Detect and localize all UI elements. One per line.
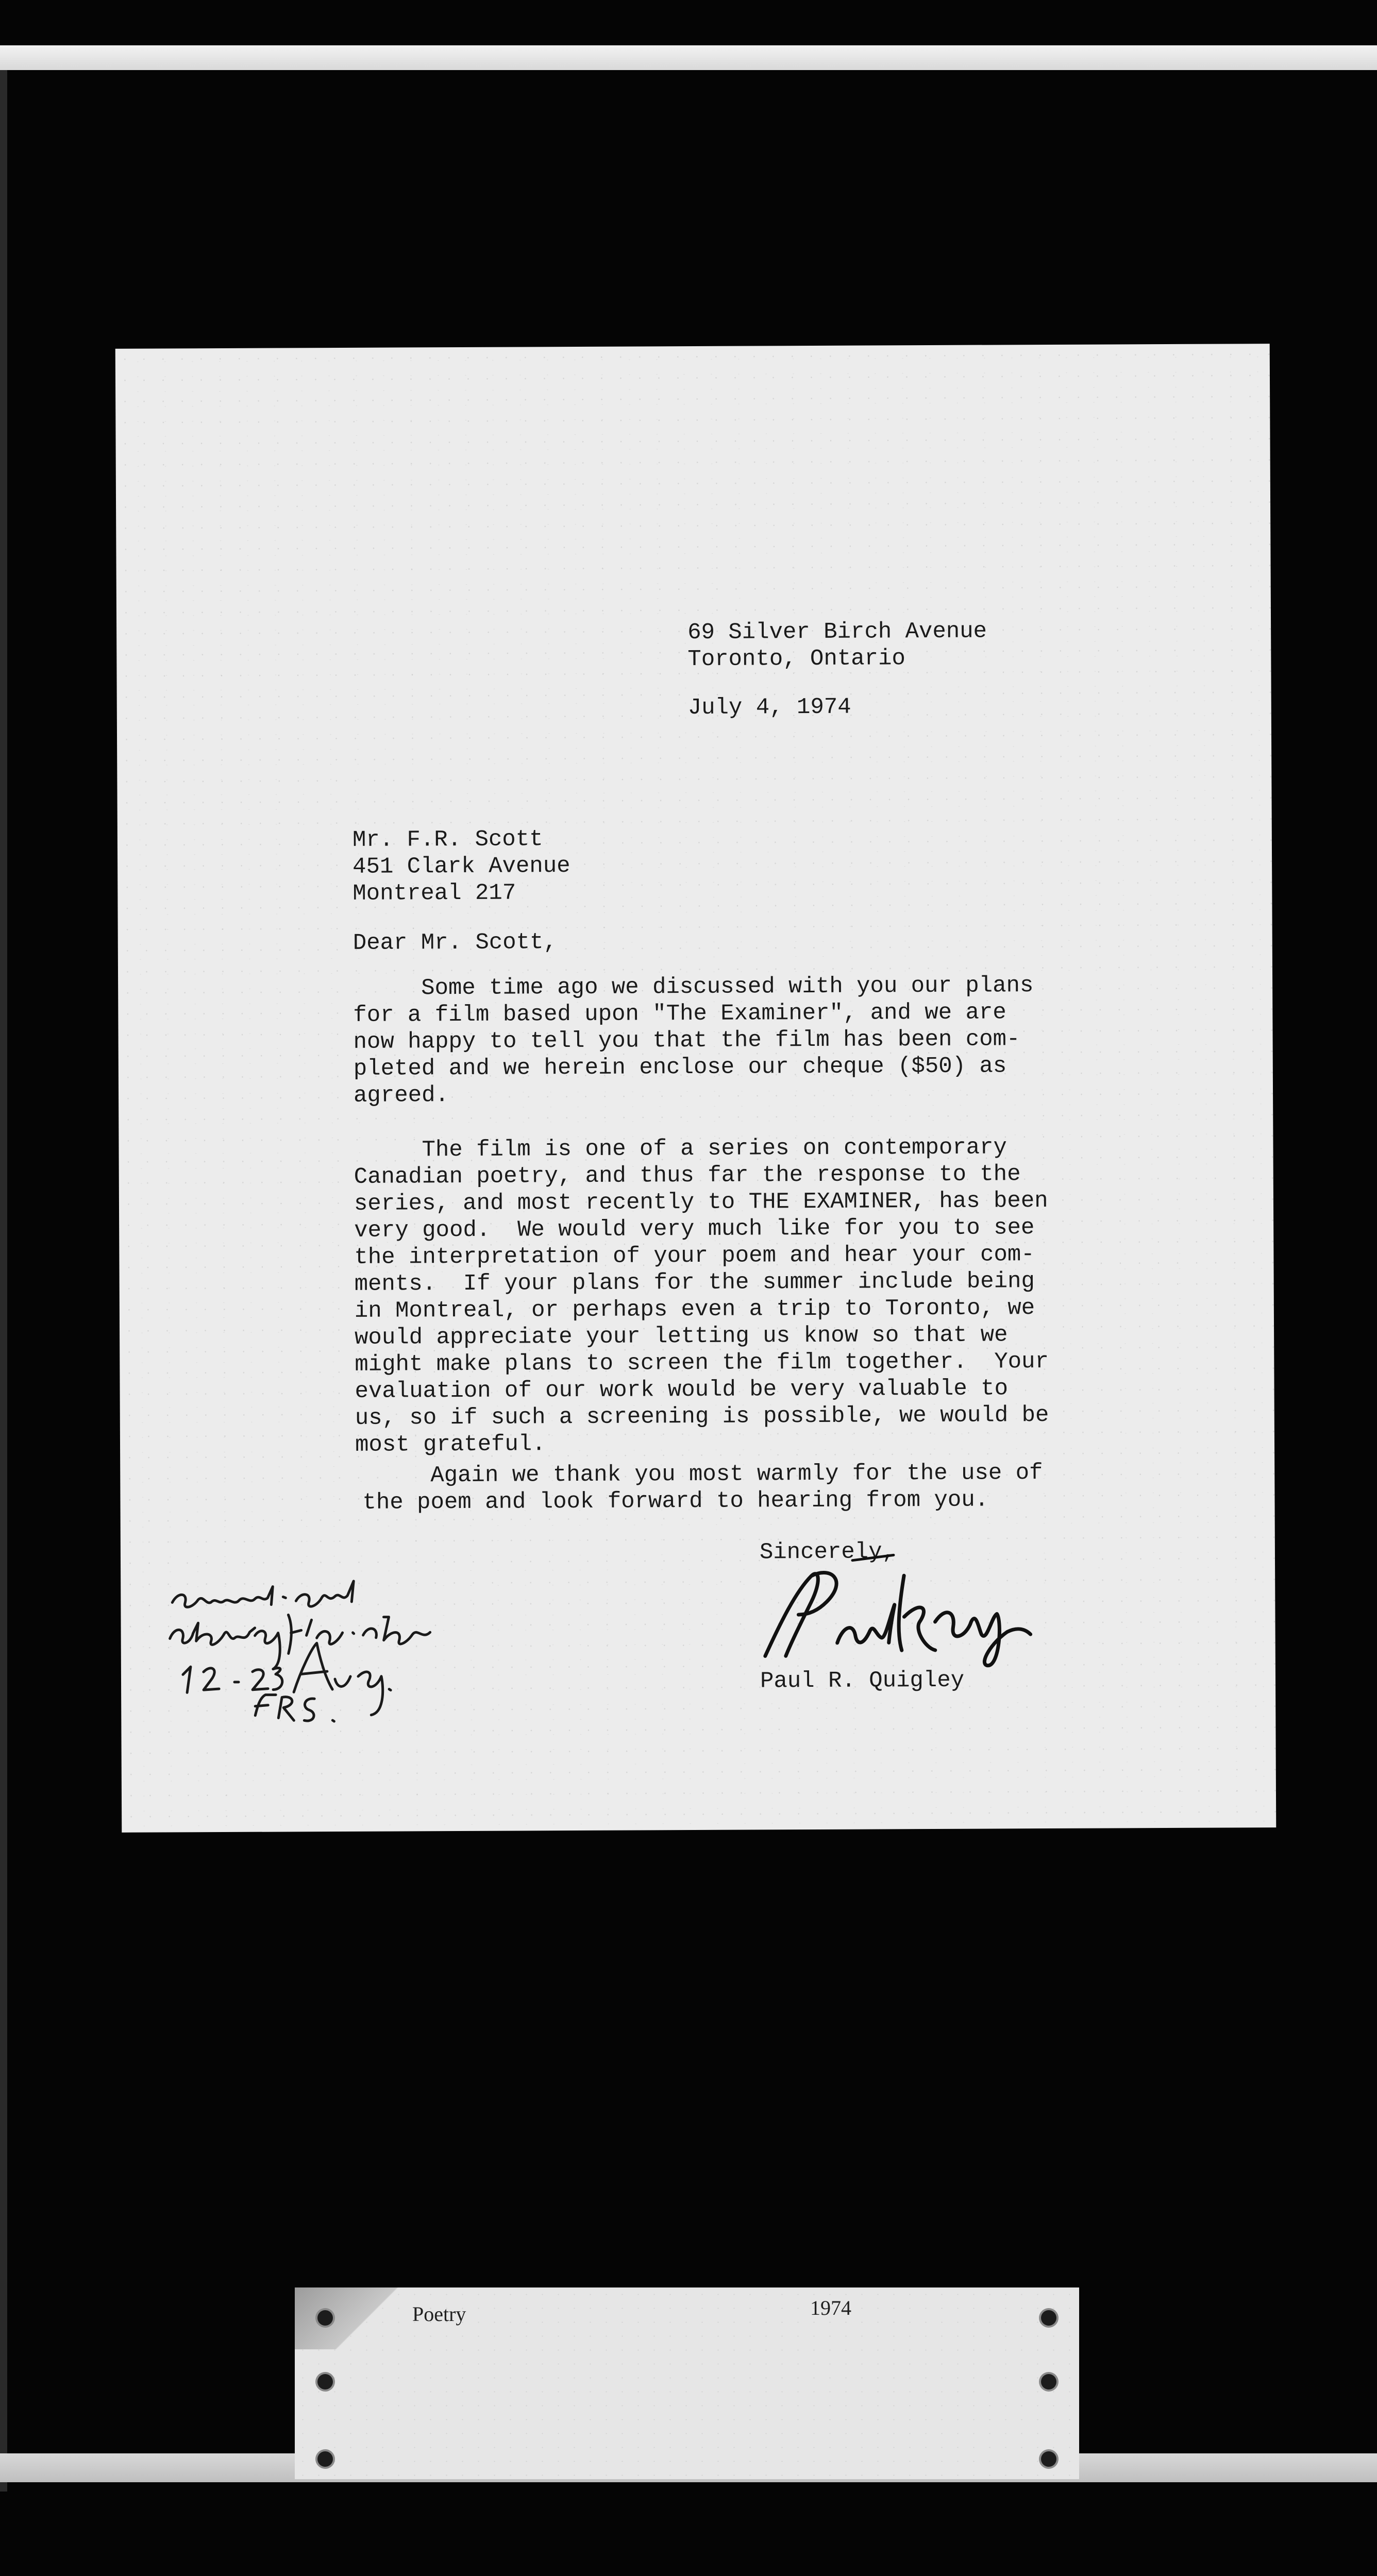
card-corner-fold: [295, 2287, 403, 2349]
sender-city: Toronto, Ontario: [687, 646, 905, 673]
paragraph-3: [362, 1460, 1043, 1516]
paragraph-line: might make plans to screen the film together. Your: [355, 1349, 1049, 1378]
paragraph-line: Canadian poetry, and thus far the response to the: [354, 1161, 1021, 1190]
punch-hole: [317, 2374, 333, 2389]
recipient-street: 451 Clark Avenue: [352, 853, 570, 880]
card-subject: Poetry: [412, 2302, 466, 2326]
signer-name: Paul R. Quigley: [760, 1667, 965, 1694]
paragraph-line: most grateful.: [355, 1431, 546, 1458]
paragraph-line: now happy to tell you that the film has been com-: [353, 1026, 1020, 1055]
closing: Sincerely,: [759, 1539, 896, 1566]
paragraph-line: ments. If your plans for the summer include being: [354, 1268, 1035, 1297]
archive-label-card: [295, 2287, 1079, 2479]
punch-hole: [1041, 2310, 1056, 2326]
paragraph-line: very good. We would very much like for you to see: [354, 1215, 1035, 1244]
recipient-address: [352, 826, 570, 907]
paragraph-line: agreed.: [353, 1082, 449, 1109]
sender-street: 69 Silver Birch Avenue: [687, 618, 987, 646]
recipient-city: Montreal 217: [352, 880, 516, 907]
signature-image: [749, 1544, 1038, 1674]
paragraph-line: evaluation of our work would be very valuable to: [355, 1376, 1009, 1404]
paragraph-line: series, and most recently to THE EXAMINER, has been: [354, 1188, 1048, 1217]
paragraph-line: would appreciate your letting us know so that we: [355, 1322, 1008, 1351]
film-left-edge: [0, 70, 7, 2492]
paragraph-line: the poem and look forward to hearing from you.: [362, 1487, 989, 1516]
handwritten-note: [162, 1565, 451, 1731]
paragraph-line: the interpretation of your poem and hear your com-: [354, 1242, 1035, 1270]
punch-hole: [1041, 2451, 1056, 2467]
paragraph-line: pleted and we herein enclose our cheque ($50) as: [353, 1053, 1007, 1082]
handwritten-note-image: [162, 1565, 451, 1731]
salutation: Dear Mr. Scott,: [352, 929, 557, 956]
paragraph-line: Again we thank you most warmly for the use of: [362, 1460, 1043, 1489]
paragraph-line: us, so if such a screening is possible, we would be: [355, 1402, 1049, 1431]
letter-date: July 4, 1974: [687, 694, 851, 721]
film-top-strip: [0, 45, 1377, 70]
card-year: 1974: [810, 2296, 851, 2319]
punch-hole: [317, 2451, 333, 2467]
punch-hole: [1041, 2374, 1056, 2389]
paragraph-line: in Montreal, or perhaps even a trip to Toronto, we: [354, 1295, 1035, 1324]
sender-address: [687, 618, 987, 673]
paragraph-line: Some time ago we discussed with you our plans: [353, 973, 1034, 1002]
paragraph-line: The film is one of a series on contemporary: [354, 1134, 1007, 1163]
paragraph-1: [353, 972, 1034, 1109]
punch-hole: [317, 2310, 333, 2326]
paragraph-2: [354, 1134, 1049, 1459]
paragraph-line: for a film based upon "The Examiner", and we are: [353, 999, 1006, 1028]
letter-page: [115, 344, 1277, 1833]
recipient-name: Mr. F.R. Scott: [352, 826, 543, 853]
